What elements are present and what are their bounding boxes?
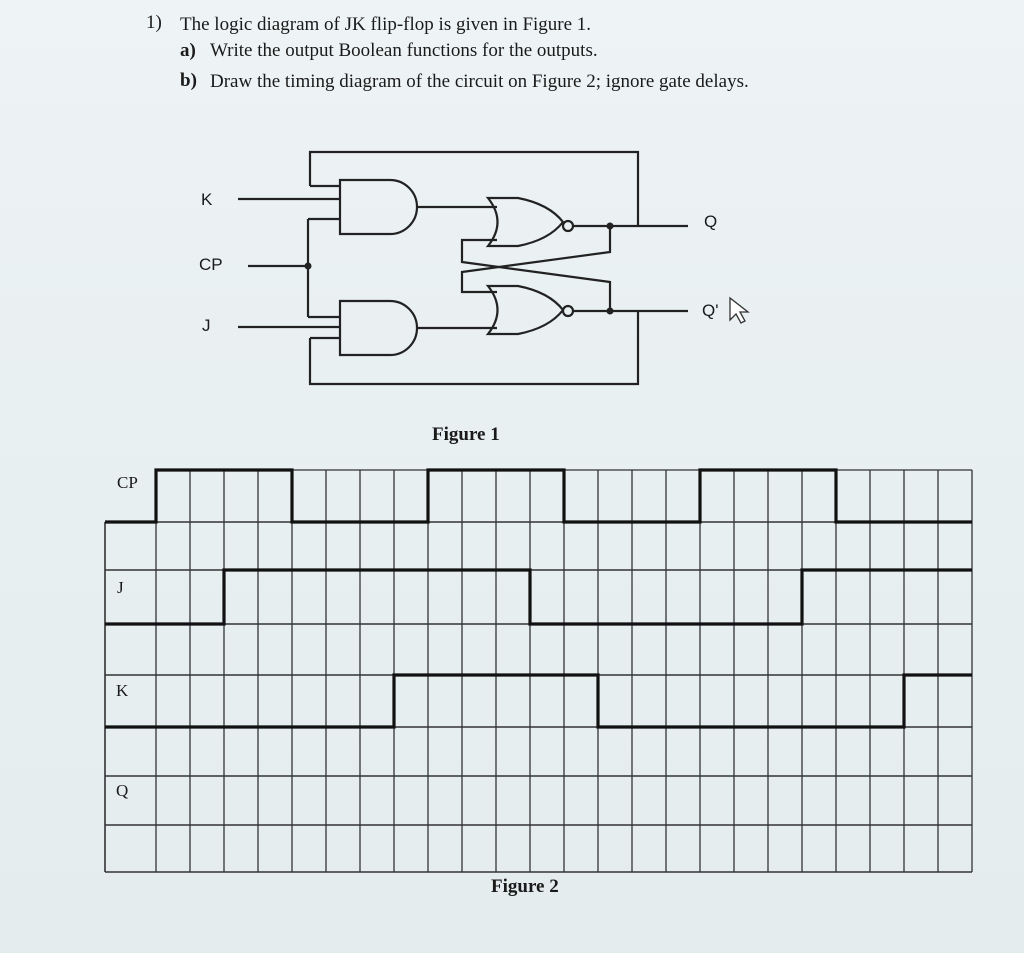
waveform-j (105, 570, 972, 624)
part-a-text: Write the output Boolean functions for the outputs. (210, 40, 598, 61)
input-cp-label: CP (199, 255, 223, 274)
output-qbar-label: Q' (702, 301, 719, 320)
signal-label-q: Q (116, 781, 129, 800)
waveform-cp (105, 470, 972, 522)
signal-label-cp: CP (117, 473, 138, 492)
signal-label-k: K (116, 681, 129, 700)
part-b-label: b) (180, 70, 197, 91)
figure2-caption: Figure 2 (491, 876, 559, 897)
part-b-text: Draw the timing diagram of the circuit on Figure 2; ignore gate delays. (210, 71, 749, 92)
input-k-label: K (201, 190, 213, 209)
signal-label-j: J (117, 578, 124, 597)
question-stem: The logic diagram of JK flip-flop is given in Figure 1. (180, 14, 592, 35)
figure1-caption: Figure 1 (432, 424, 500, 445)
waveform-k (105, 675, 972, 727)
question-number: 1) (146, 12, 162, 33)
input-j-label: J (202, 316, 211, 335)
output-q-label: Q (704, 212, 718, 231)
part-a-label: a) (180, 40, 196, 61)
